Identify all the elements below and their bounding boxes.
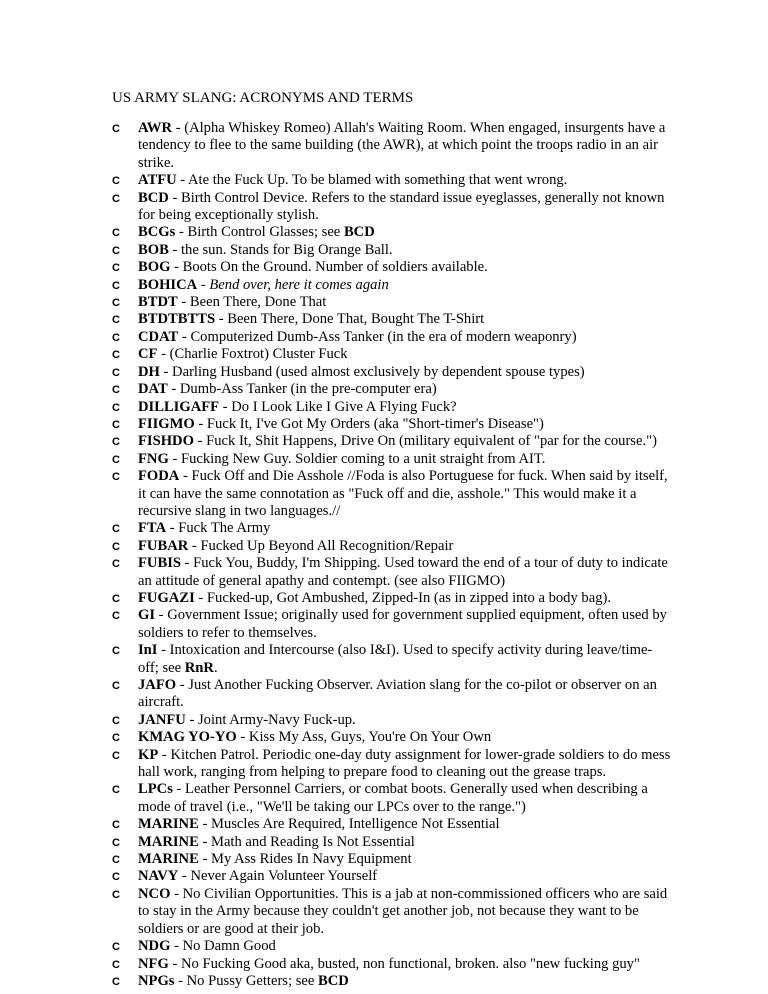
entry-term: KMAG YO-YO — [138, 729, 237, 746]
entry-definition: - My Ass Rides In Navy Equipment — [198, 851, 412, 868]
bullet-icon: C — [112, 471, 120, 484]
glossary-entry — [112, 538, 672, 555]
entry-definition: - Joint Army-Navy Fuck-up. — [185, 711, 356, 728]
entry-definition: - Dumb-Ass Tanker (in the pre-computer era) — [167, 381, 437, 398]
glossary-entry — [112, 956, 672, 973]
glossary-entry — [112, 120, 672, 172]
entry-definition: - Birth Control Glasses; see — [175, 224, 344, 241]
bullet-icon: C — [112, 714, 120, 727]
entry-definition: - Fuck It, I've Got My Orders (aka "Short-timer's Disease") — [194, 415, 544, 432]
entry-definition: - Government Issue; originally used for government supplied equipment, often used by soldiers to refer to themselves. — [138, 607, 667, 641]
glossary-entry — [112, 938, 672, 955]
entry-definition: - (Charlie Foxtrot) Cluster Fuck — [157, 346, 348, 363]
entry-definition: - Math and Reading Is Not Essential — [198, 833, 415, 850]
entry-term: MARINE — [138, 833, 199, 850]
entry-definition: - Birth Control Device. Refers to the standard issue eyeglasses, generally not known for being exceptionally stylish. — [138, 189, 665, 224]
entry-definition: - Fucking New Guy. Soldier coming to a unit straight from AIT. — [168, 450, 546, 467]
entry-term: JAFO — [138, 677, 177, 693]
entry-definition: - No Civilian Opportunities. This is a jab at non-commissioned officers who are said to stay in the Army because they couldn't get another job, not because they want to be soldiers or are good at their job. — [138, 885, 668, 937]
entry-definition: - No Fucking Good aka, busted, non functional, broken. also "new fucking guy" — [168, 955, 640, 972]
entry-term: BTDTBTTS — [138, 311, 216, 328]
glossary-entry — [112, 642, 672, 677]
glossary-entry — [112, 399, 672, 416]
entry-term: NFG — [138, 955, 169, 972]
entry-term: BTDT — [138, 294, 178, 311]
entry-trailing-text: . — [213, 659, 218, 676]
bullet-icon: C — [112, 384, 120, 397]
bullet-icon: C — [112, 192, 120, 205]
glossary-entry — [112, 712, 672, 729]
bullet-icon: C — [112, 244, 120, 257]
entry-term: FUBIS — [138, 555, 181, 572]
glossary-entry — [112, 677, 672, 712]
entry-definition: - Intoxication and Intercourse (also I&I). Used to specify activity during leave/time-off; see — [138, 642, 653, 676]
entry-term: DH — [138, 363, 160, 380]
entry-term: CDAT — [138, 328, 179, 345]
entry-definition: - Been There, Done That, Bought The T-Shirt — [215, 311, 485, 328]
glossary-entry — [112, 381, 672, 398]
entry-term: FTA — [138, 520, 167, 537]
glossary-entry — [112, 851, 672, 868]
entry-definition: - Darling Husband (used almost exclusively by dependent spouse types) — [159, 363, 585, 380]
bullet-icon: C — [112, 836, 120, 849]
bullet-icon: C — [112, 975, 120, 988]
entry-definition: - Fuck You, Buddy, I'm Shipping. Used toward the end of a tour of duty to indicate an attitude of general apathy and contempt. (see also FIIGMO) — [138, 555, 668, 589]
bullet-icon: C — [112, 279, 120, 292]
entry-definition: - Fuck It, Shit Happens, Drive On (military equivalent of "par for the course.") — [193, 433, 657, 450]
entry-definition: - — [197, 276, 210, 293]
entry-term: NDG — [138, 938, 171, 955]
entry-term: BOB — [138, 241, 169, 258]
entry-term: BCD — [138, 189, 169, 206]
bullet-icon: C — [112, 523, 120, 536]
glossary-entry — [112, 781, 672, 816]
entry-definition: - (Alpha Whiskey Romeo) Allah's Waiting Room. When engaged, insurgents have a tendency to flee to the same building (the AWR), at which point the troops radio in an air strike. — [138, 120, 666, 171]
entry-term: FODA — [138, 468, 180, 485]
entry-term: FISHDO — [138, 433, 194, 450]
entry-term: FIIGMO — [138, 415, 195, 432]
entry-cross-reference: RnR — [184, 659, 214, 676]
entry-term: NAVY — [138, 868, 179, 885]
entry-definition: - Leather Personnel Carriers, or combat boots. Generally used when describing a mode of travel (i.e., "We'll be taking our LPCs over to the range.") — [138, 781, 648, 815]
entry-cross-reference: BCD — [317, 972, 349, 989]
entry-term: BCGs — [138, 224, 176, 241]
bullet-icon: C — [112, 349, 120, 362]
glossary-entry — [112, 886, 672, 938]
entry-term: KP — [138, 746, 159, 763]
entry-definition: - No Damn Good — [170, 938, 276, 955]
bullet-icon: C — [112, 314, 120, 327]
bullet-icon: C — [112, 592, 120, 605]
entry-definition: - Muscles Are Required, Intelligence Not Essential — [198, 816, 500, 833]
entry-term: BOHICA — [138, 276, 198, 293]
bullet-icon: C — [112, 540, 120, 553]
entry-italic-definition: Bend over, here it comes again — [209, 276, 389, 293]
entry-definition: - Just Another Fucking Observer. Aviation slang for the co-pilot or observer on an aircraft. — [138, 677, 657, 711]
glossary-entry — [112, 747, 672, 782]
entry-term: LPCs — [138, 781, 173, 798]
bullet-icon: C — [112, 418, 120, 431]
entry-term: CF — [138, 346, 158, 363]
glossary-entry — [112, 607, 672, 642]
glossary-entry — [112, 816, 672, 833]
bullet-icon: C — [112, 749, 120, 762]
entry-definition: - the sun. Stands for Big Orange Ball. — [168, 241, 393, 258]
entry-definition: - No Pussy Getters; see — [174, 972, 318, 989]
entry-cross-reference: BCD — [343, 224, 375, 241]
entry-definition: - Fuck The Army — [166, 520, 271, 537]
bullet-icon: C — [112, 958, 120, 971]
bullet-icon: C — [112, 680, 120, 692]
entry-definition: - Been There, Done That — [177, 294, 327, 311]
glossary-entry — [112, 294, 672, 311]
bullet-icon: C — [112, 401, 120, 414]
entry-definition: - Fuck Off and Die Asshole //Foda is also Portuguese for fuck. When said by itself, it can have the same connotation as "Fuck off and die, asshole." This would make it a recursive slang in two languages.// — [138, 468, 668, 519]
entry-term: DAT — [138, 381, 168, 398]
glossary-entry — [112, 520, 672, 537]
entry-term: NPGs — [138, 972, 175, 989]
glossary-entry — [112, 224, 672, 241]
bullet-icon: C — [112, 871, 120, 884]
bullet-icon: C — [112, 784, 120, 797]
bullet-icon: C — [112, 732, 120, 745]
entry-term: FNG — [138, 450, 169, 467]
entry-term: FUGAZI — [138, 589, 195, 606]
bullet-icon: C — [112, 227, 120, 240]
entry-term: GI — [138, 607, 156, 624]
glossary-entry — [112, 329, 672, 346]
glossary-entry — [112, 259, 672, 276]
glossary-entry — [112, 346, 672, 363]
glossary-entry — [112, 468, 672, 520]
entry-term: FUBAR — [138, 537, 189, 554]
bullet-icon: C — [112, 645, 120, 658]
bullet-icon: C — [112, 262, 120, 275]
entry-definition: - Fucked Up Beyond All Recognition/Repair — [188, 537, 454, 554]
entry-term: InI — [138, 642, 158, 659]
glossary-entry — [112, 973, 672, 990]
glossary-entry — [112, 868, 672, 885]
bullet-icon: C — [112, 297, 120, 310]
glossary-list — [112, 120, 672, 990]
bullet-icon: C — [112, 436, 120, 449]
entry-definition: - Kiss My Ass, Guys, You're On Your Own — [236, 729, 492, 746]
glossary-entry — [112, 242, 672, 259]
bullet-icon: C — [112, 558, 120, 571]
entry-definition: - Fucked-up, Got Ambushed, Zipped-In (as in zipped into a body bag). — [194, 589, 612, 606]
glossary-entry — [112, 190, 672, 225]
glossary-entry — [112, 590, 672, 607]
entry-term: ATFU — [138, 172, 177, 189]
bullet-icon: C — [112, 123, 120, 135]
page-title: US ARMY SLANG: ACRONYMS AND TERMS — [112, 90, 414, 106]
glossary-entry — [112, 451, 672, 468]
entry-definition: - Computerized Dumb-Ass Tanker (in the era of modern weaponry) — [178, 328, 577, 345]
bullet-icon: C — [112, 175, 120, 188]
glossary-entry — [112, 364, 672, 381]
glossary-entry — [112, 834, 672, 851]
bullet-icon: C — [112, 941, 120, 954]
bullet-icon: C — [112, 331, 120, 344]
entry-term: MARINE — [138, 816, 199, 833]
glossary-entry — [112, 172, 672, 189]
glossary-entry — [112, 555, 672, 590]
bullet-icon: C — [112, 819, 120, 832]
entry-term: NCO — [138, 885, 171, 902]
glossary-entry — [112, 311, 672, 328]
glossary-entry — [112, 277, 672, 294]
entry-term: DILLIGAFF — [138, 398, 220, 415]
entry-term: AWR — [138, 120, 173, 136]
glossary-entry — [112, 729, 672, 746]
entry-term: BOG — [138, 259, 171, 276]
bullet-icon: C — [112, 610, 120, 623]
entry-definition: - Do I Look Like I Give A Flying Fuck? — [219, 398, 457, 415]
entry-definition: - Kitchen Patrol. Periodic one-day duty assignment for lower-grade soldiers to do mess hall work, ranging from helping to prepare food to cleaning out the grease traps. — [138, 746, 671, 781]
bullet-icon: C — [112, 366, 120, 379]
entry-definition: - Boots On the Ground. Number of soldiers available. — [170, 259, 488, 276]
bullet-icon: C — [112, 854, 120, 867]
entry-term: MARINE — [138, 851, 199, 868]
bullet-icon: C — [112, 888, 120, 901]
entry-definition: - Ate the Fuck Up. To be blamed with something that went wrong. — [176, 172, 568, 189]
glossary-entry — [112, 433, 672, 450]
glossary-entry — [112, 416, 672, 433]
entry-term: JANFU — [138, 711, 186, 728]
entry-definition: - Never Again Volunteer Yourself — [178, 868, 378, 885]
bullet-icon: C — [112, 453, 120, 466]
